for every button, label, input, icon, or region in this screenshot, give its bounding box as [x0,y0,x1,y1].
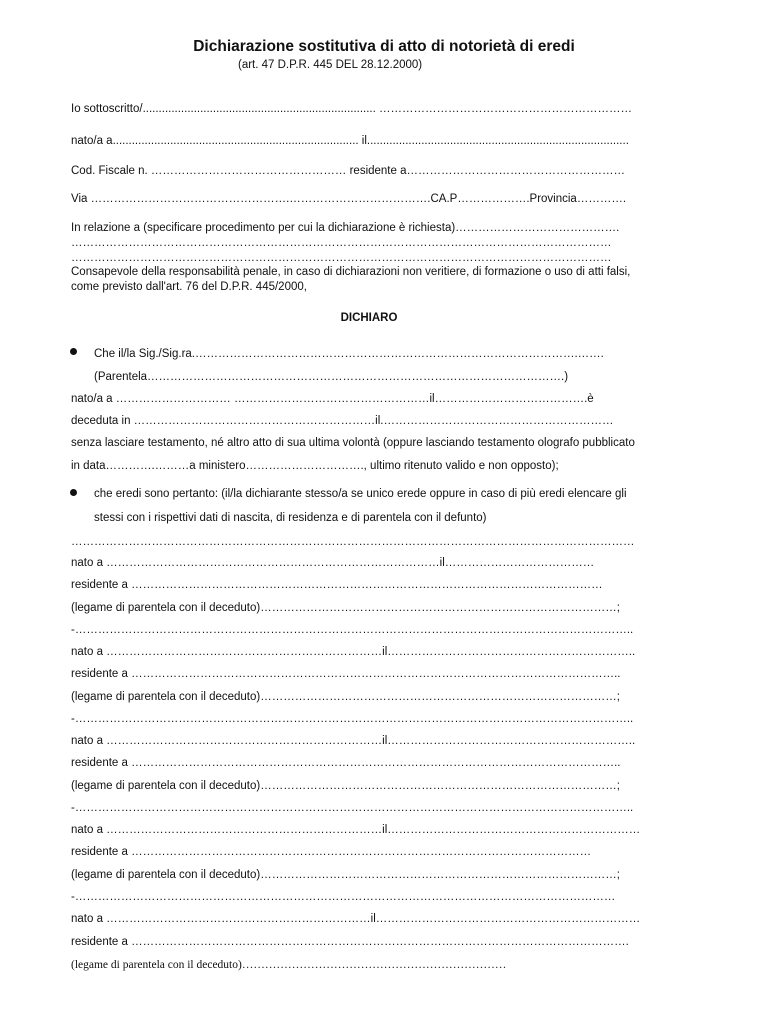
heir-legame-line: (legame di parentela con il deceduto)…………………………………………………………………………………; [71,780,620,792]
document-title: Dichiarazione sostitutiva di atto di notorietà di eredi [193,38,575,55]
consapevole-line-2: come previsto dall'art. 76 del D.P.R. 445/2000, [71,281,307,293]
relazione-line: In relazione a (specificare procedimento per cui la dichiarazione è richiesta)……………………………………. [71,222,620,234]
heir-residente-line: residente a …………………………………………………………………………………………………………………. [71,936,629,948]
heir-nato-line: nato a ……………………………………………………………………………il………………………………… [71,557,595,569]
eredi-line-2: stessi con i rispettivi dati di nascita, di residenza e di parentela con il defunto) [94,512,487,524]
testamento-line: senza lasciare testamento, né altro atto di sua ultima volontà (oppure lasciando testamento olografo pubblicato [71,437,635,449]
heir-legame-line: (legame di parentela con il deceduto)…………………………………………………………… [71,959,507,971]
heir-separator: -……………………………………………………………………………………………………………………………….. [71,802,634,814]
heir-residente-line: residente a ……………………………………………………………………………………………………………….. [71,757,621,769]
parentela-line: (Parentela……………………………………………………………………………………………….) [94,371,569,383]
heir-separator: -……………………………………………………………………………………………………………………………….. [71,713,634,725]
heir-legame-line: (legame di parentela con il deceduto)…………………………………………………………………………………; [71,602,620,614]
relazione-dots-1: …………………………………………………………………………………………………………………………… [71,237,612,249]
nato-line: nato/a a............................................................................. il.................................................................................. [71,135,629,147]
heir-separator: -……………………………………………………………………………………………………………………………….. [71,624,634,636]
deceduto-nato-line: nato/a a ………………………… ……………………………………………il………………………………….è [71,393,594,405]
heir-residente-line: residente a …………………………………………………………………………………………………………… [71,579,603,591]
dichiaro-heading: DICHIARO [340,312,398,324]
document-subtitle: (art. 47 D.P.R. 445 DEL 28.12.2000) [238,59,423,71]
codice-fiscale-line: Cod. Fiscale n. …………………………………………… residente a………………………………………………… [71,165,625,177]
relazione-dots-2: …………………………………………………………………………………………………………………………… [71,252,612,264]
che-sig-line: Che il/la Sig./Sig.ra.……………………………………………………………………………………….……. [94,348,604,360]
heir-nato-line: nato a ………………………………………………………………il……………………………………………………….. [71,735,636,747]
bullet-icon [70,348,77,355]
heir-nato-line: nato a ………………………………………………………………il……………………………………………………….. [71,646,636,658]
heir-legame-line: (legame di parentela con il deceduto)…………………………………………………………………………………; [71,691,620,703]
heir-residente-line: residente a ……………………………………………………………………………………………………………….. [71,668,621,680]
heir-nato-line: nato a ……………………………………………………………il…………………………………………………………… [71,913,641,925]
sottoscritto-line: Io sottoscritto/......................................................................... ………………………………………………………… [71,103,633,115]
heir-nato-line: nato a ………………………………………………………………il………………………………………………………… [71,824,641,836]
via-line: Via …………………………………………….……………………………….CA.P……………….Provincia…………. [71,193,627,205]
data-ministero-line: in data………….………a ministero…………………………., ultimo ritenuto valido e non opposto); [71,460,559,472]
consapevole-line-1: Consapevole della responsabilità penale, in caso di dichiarazioni non veritiere, di formazione o uso di atti falsi, [71,266,631,278]
heir-residente-line: residente a ………………………………………………………………………………………………………… [71,846,592,858]
heir-separator: -…………………………………………………………………………………………………………………………… [71,891,616,903]
deceduta-line: deceduta in ………………………………………………………il.…………………………………………………… [71,415,614,427]
heir-separator: ………………………………………………………………………………………………………………………………… [71,536,635,548]
bullet-icon [70,489,77,496]
heir-legame-line: (legame di parentela con il deceduto)…………………………………………………………………………………; [71,869,620,881]
eredi-line-1: che eredi sono pertanto: (il/la dichiarante stesso/a se unico erede oppure in caso di più eredi elencare gli [94,488,627,500]
